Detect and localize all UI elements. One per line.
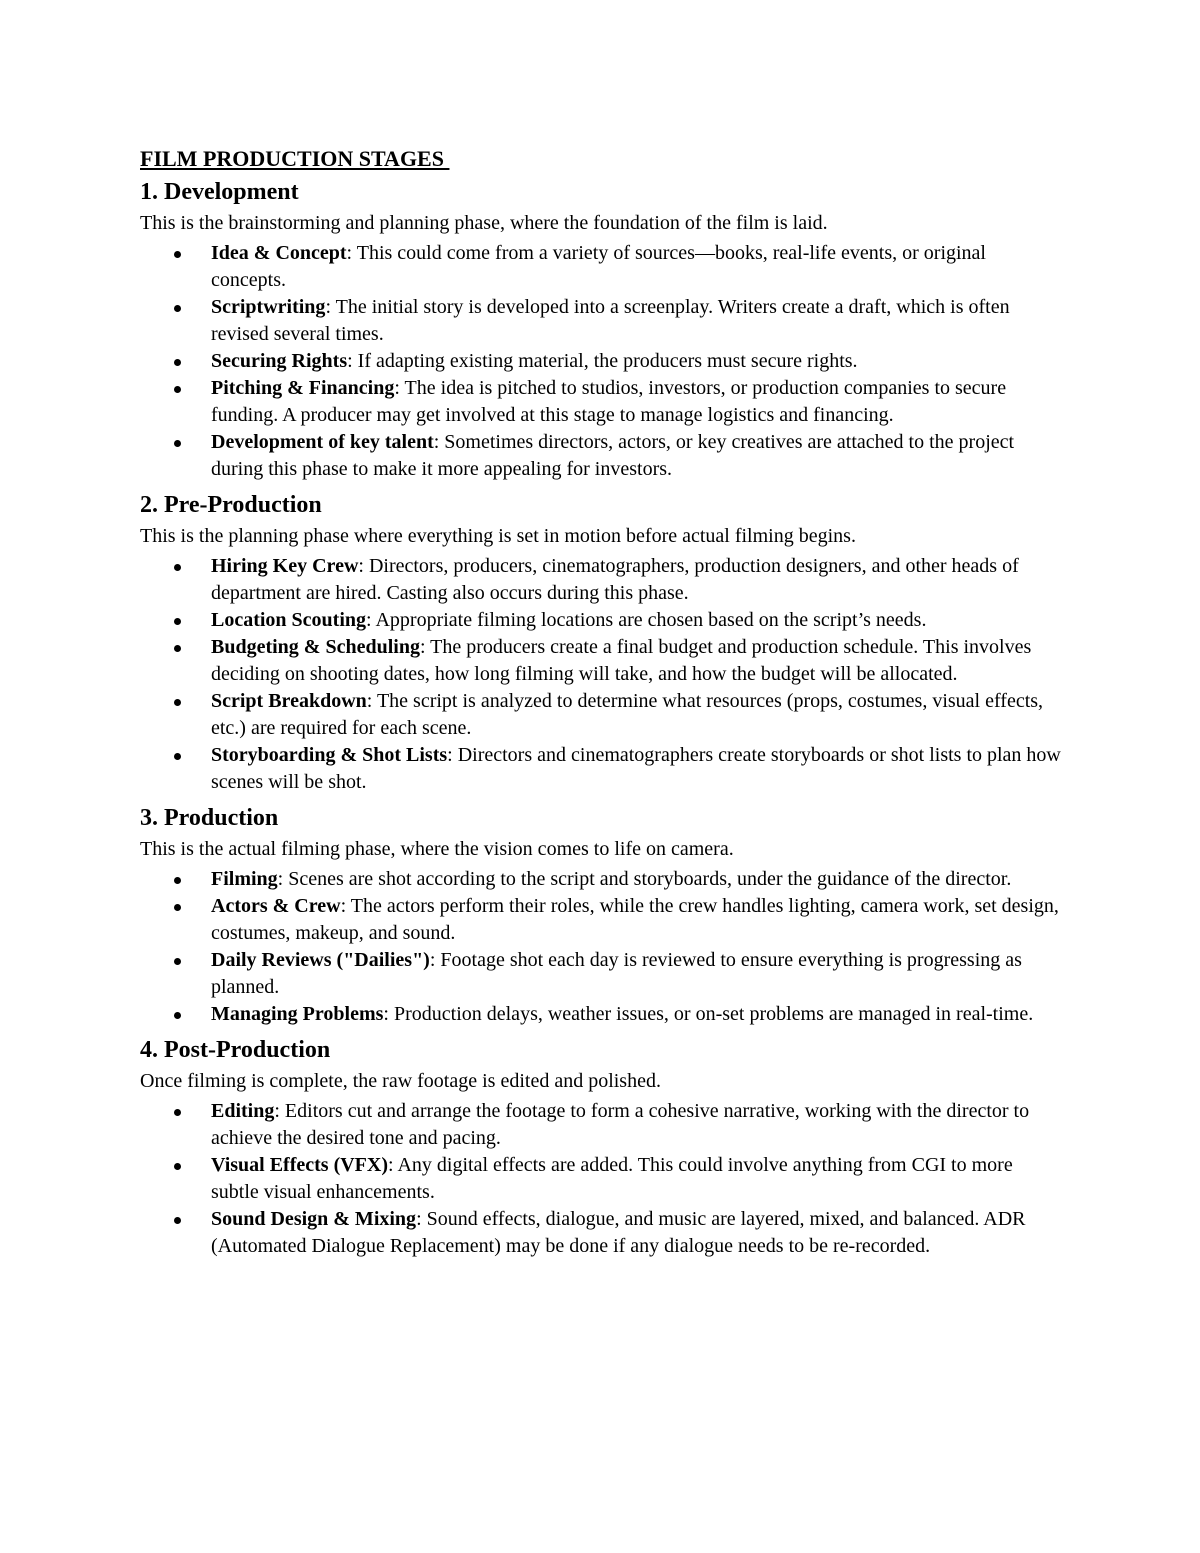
item-term: Actors & Crew — [211, 895, 341, 917]
item-description: : Production delays, weather issues, or on-set problems are managed in real-time. — [383, 1003, 1034, 1025]
item-description: : If adapting existing material, the producers must secure rights. — [347, 350, 858, 372]
list-item — [140, 553, 1065, 607]
item-term: Sound Design & Mixing — [211, 1208, 417, 1230]
item-description: : The script is analyzed to determine what resources (props, costumes, visual effects, etc.) are required for each scene. — [211, 690, 1044, 739]
list-item — [140, 947, 1065, 1001]
item-description: : The producers create a final budget and production schedule. This involves deciding on shooting dates, how long filming will take, and how the budget will be allocated. — [211, 636, 1032, 685]
section-heading: 3. Production — [140, 805, 279, 831]
bullet-icon — [174, 645, 181, 652]
item-term: Visual Effects (VFX) — [211, 1154, 389, 1176]
list-item — [140, 294, 1065, 348]
bullet-list — [140, 553, 1065, 796]
bullet-icon — [174, 1109, 181, 1116]
bullet-icon — [174, 877, 181, 884]
bullet-icon — [174, 305, 181, 312]
list-item — [140, 893, 1065, 947]
item-description: : Appropriate filming locations are chosen based on the script’s needs. — [366, 609, 927, 631]
list-item — [140, 348, 1065, 375]
bullet-icon — [174, 699, 181, 706]
item-description: : This could come from a variety of sources—books, real-life events, or original concepts. — [211, 242, 986, 291]
list-item — [140, 429, 1065, 483]
item-term: Script Breakdown — [211, 690, 367, 712]
bullet-icon — [174, 1217, 181, 1224]
item-term: Pitching & Financing — [211, 377, 395, 399]
list-item — [140, 688, 1065, 742]
list-item — [140, 866, 1065, 893]
item-term: Hiring Key Crew — [211, 555, 359, 577]
section — [140, 490, 1065, 796]
section-heading: 4. Post-Production — [140, 1037, 331, 1063]
section — [140, 177, 1065, 483]
bullet-icon — [174, 753, 181, 760]
bullet-list — [140, 1098, 1065, 1260]
bullet-icon — [174, 904, 181, 911]
item-term: Development of key talent — [211, 431, 434, 453]
list-item — [140, 1001, 1065, 1028]
list-item — [140, 742, 1065, 796]
section-intro: Once filming is complete, the raw footage is edited and polished. — [140, 1070, 661, 1092]
bullet-icon — [174, 1012, 181, 1019]
item-description: : The initial story is developed into a screenplay. Writers create a draft, which is often revised several times. — [211, 296, 1010, 345]
bullet-icon — [174, 440, 181, 447]
list-item — [140, 1098, 1065, 1152]
section — [140, 803, 1065, 1028]
section-heading: 1. Development — [140, 179, 299, 205]
section-heading: 2. Pre-Production — [140, 492, 322, 518]
bullet-icon — [174, 618, 181, 625]
section-intro: This is the brainstorming and planning phase, where the foundation of the film is laid. — [140, 212, 828, 234]
item-term: Editing — [211, 1100, 275, 1122]
item-term: Scriptwriting — [211, 296, 326, 318]
bullet-icon — [174, 958, 181, 965]
item-term: Budgeting & Scheduling — [211, 636, 420, 658]
list-item — [140, 375, 1065, 429]
item-description: : The actors perform their roles, while the crew handles lighting, camera work, set design, costumes, makeup, and sound. — [211, 895, 1059, 944]
item-term: Filming — [211, 868, 278, 890]
list-item — [140, 634, 1065, 688]
item-description: : Sometimes directors, actors, or key creatives are attached to the project during this phase to make it more appealing for investors. — [211, 431, 1015, 480]
list-item — [140, 1152, 1065, 1206]
sections-container — [140, 177, 1065, 1260]
bullet-icon — [174, 564, 181, 571]
bullet-list — [140, 240, 1065, 483]
bullet-icon — [174, 359, 181, 366]
item-description: : Footage shot each day is reviewed to ensure everything is progressing as planned. — [211, 949, 1022, 998]
item-description: : Editors cut and arrange the footage to form a cohesive narrative, working with the director to achieve the desired tone and pacing. — [211, 1100, 1030, 1149]
item-term: Daily Reviews ("Dailies") — [211, 949, 430, 971]
bullet-icon — [174, 386, 181, 393]
section-intro: This is the actual filming phase, where the vision comes to life on camera. — [140, 838, 734, 860]
item-description: : Any digital effects are added. This could involve anything from CGI to more subtle visual enhancements. — [211, 1154, 1013, 1203]
item-description: : Sound effects, dialogue, and music are layered, mixed, and balanced. ADR (Automated Dialogue Replacement) may be done if any dialogue needs to be re-recorded. — [211, 1208, 1026, 1257]
document-page — [140, 143, 1065, 1267]
item-term: Securing Rights — [211, 350, 348, 372]
list-item — [140, 240, 1065, 294]
list-item — [140, 1206, 1065, 1260]
document-title: FILM PRODUCTION STAGES — [140, 146, 450, 171]
section-intro: This is the planning phase where everything is set in motion before actual filming begins. — [140, 525, 856, 547]
bullet-icon — [174, 251, 181, 258]
item-term: Storyboarding & Shot Lists — [211, 744, 448, 766]
item-description: : The idea is pitched to studios, investors, or production companies to secure funding. A producer may get involved at this stage to manage logistics and financing. — [211, 377, 1007, 426]
section — [140, 1035, 1065, 1260]
bullet-icon — [174, 1163, 181, 1170]
item-description: : Directors, producers, cinematographers, production designers, and other heads of department are hired. Casting also occurs during this phase. — [211, 555, 1019, 604]
item-term: Location Scouting — [211, 609, 367, 631]
bullet-list — [140, 866, 1065, 1028]
item-term: Idea & Concept — [211, 242, 347, 264]
item-description: : Scenes are shot according to the script and storyboards, under the guidance of the director. — [277, 868, 1012, 890]
item-description: : Directors and cinematographers create storyboards or shot lists to plan how scenes will be shot. — [211, 744, 1061, 793]
item-term: Managing Problems — [211, 1003, 384, 1025]
list-item — [140, 607, 1065, 634]
